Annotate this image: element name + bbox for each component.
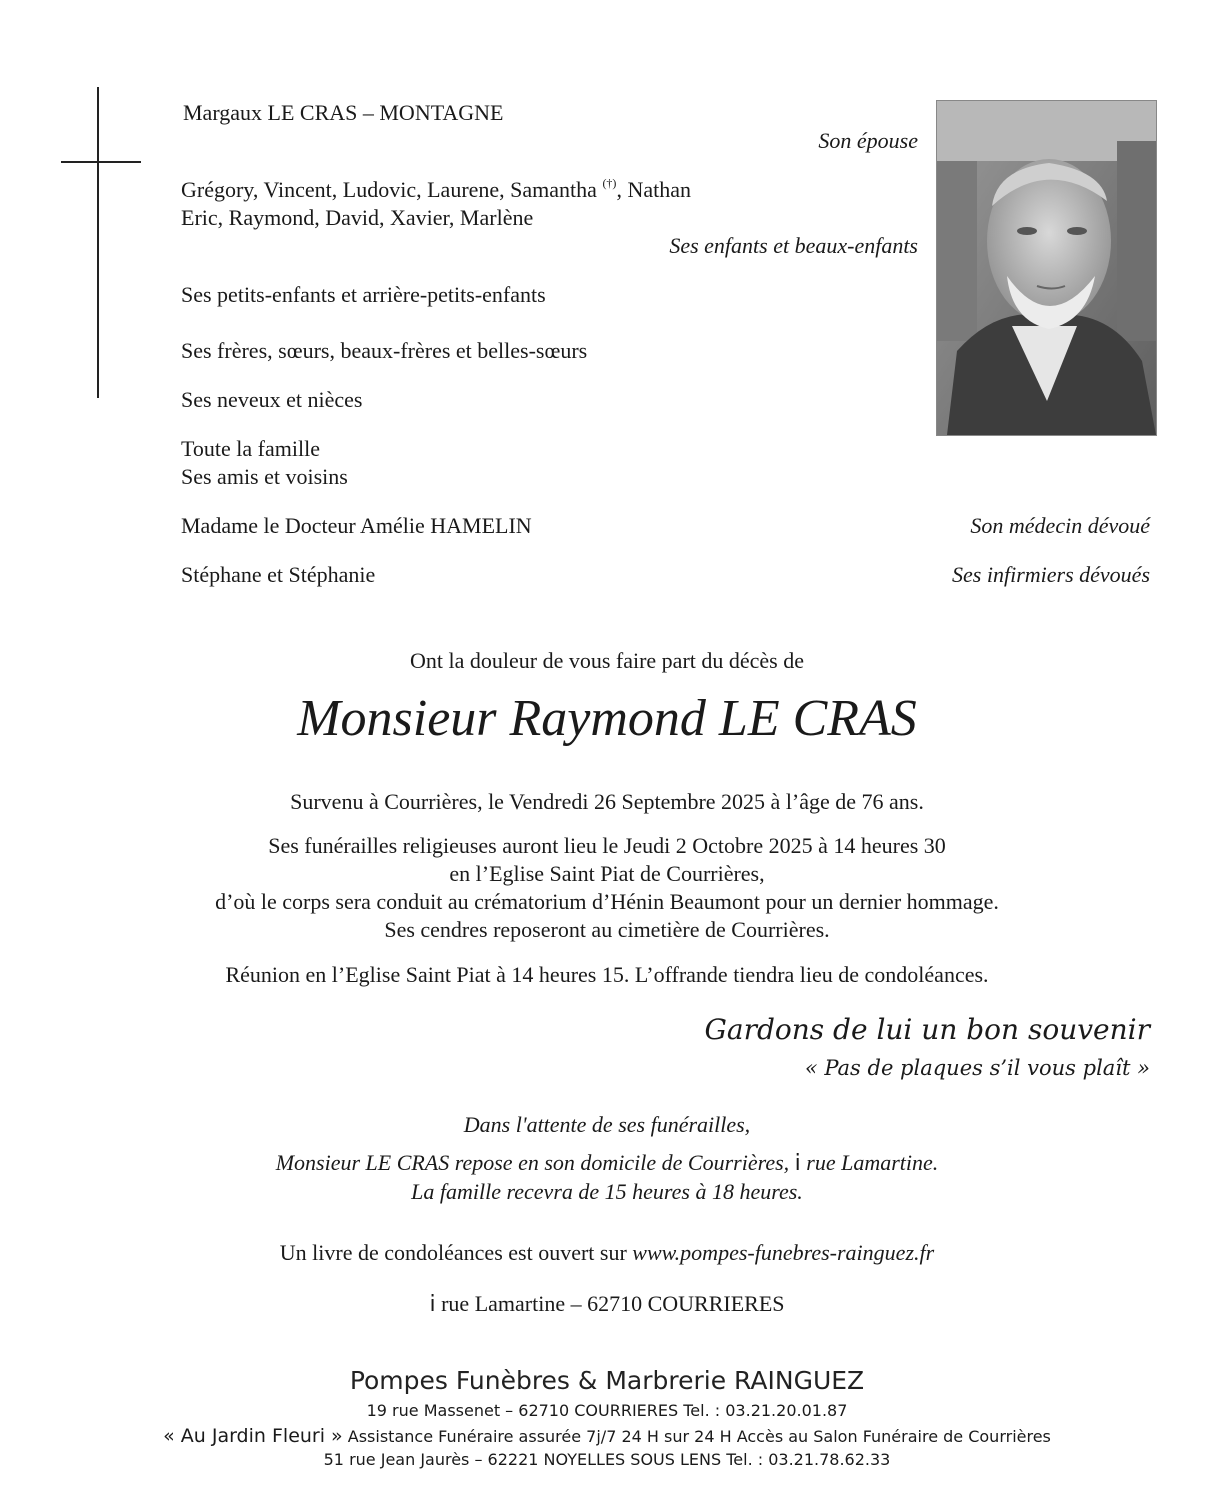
condolences-link[interactable]: www.pompes-funebres-rainguez.fr [632, 1240, 935, 1265]
info-icon: i [794, 1151, 801, 1176]
waiting-line-1: Dans l'attente de ses funérailles, [463, 1112, 751, 1137]
funeral-line-3: d’où le corps sera conduit au crématorium d’Hénin Beaumont pour un dernier hommage. [215, 889, 999, 914]
company-name: Pompes Funèbres & Marbrerie RAINGUEZ [349, 1366, 865, 1395]
nephews: Ses neveux et nièces [181, 387, 363, 412]
funeral-line-4: Ses cendres reposeront au cimetière de Courrières. [384, 917, 830, 942]
friends: Ses amis et voisins [181, 464, 348, 489]
memory-quote: Gardons de lui un bon souvenir [704, 1013, 1150, 1046]
spouse-role: Son épouse [818, 128, 918, 153]
portrait-photo [936, 100, 1157, 436]
funeral-line-1: Ses funérailles religieuses auront lieu le Jeudi 2 Octobre 2025 à 14 heures 30 [268, 833, 946, 858]
info-icon: i [429, 1292, 436, 1317]
doctor-name: Madame le Docteur Amélie HAMELIN [181, 513, 532, 538]
deceased-mark: (†) [602, 176, 617, 190]
doctor-role: Son médecin dévoué [970, 513, 1150, 538]
no-plaques-note: « Pas de plaques s’il vous plaît » [804, 1056, 1150, 1080]
waiting-line-3: La famille recevra de 15 heures à 18 heures. [411, 1179, 803, 1204]
death-line: Survenu à Courrières, le Vendredi 26 Septembre 2025 à l’âge de 76 ans. [290, 789, 924, 814]
jardin-services: Assistance Funéraire assurée 7j/7 24 H sur 24 H Accès au Salon Funéraire de Courrières [342, 1427, 1051, 1446]
deceased-name: Monsieur Raymond LE CRAS [297, 690, 917, 747]
waiting-line-2: Monsieur LE CRAS repose en son domicile de Courrières, i rue Lamartine. [275, 1150, 939, 1176]
company-address: 19 rue Massenet – 62710 COURRIERES Tel. : 03.21.20.01.87 [366, 1401, 848, 1420]
spouse-name: Margaux LE CRAS – MONTAGNE [183, 100, 504, 125]
nurses-role: Ses infirmiers dévoués [952, 562, 1150, 587]
nurses-name: Stéphane et Stéphanie [181, 562, 376, 587]
family-all: Toute la famille [181, 436, 320, 461]
children-line-1: Grégory, Vincent, Ludovic, Laurene, Samantha (†), Nathan [181, 176, 691, 202]
intro-line: Ont la douleur de vous faire part du décès de [409, 648, 805, 673]
jardin-line [0, 1424, 1214, 1448]
jardin-name: « Au Jardin Fleuri » [163, 1425, 343, 1447]
children-role: Ses enfants et beaux-enfants [669, 233, 918, 258]
condolences-line: Un livre de condoléances est ouvert sur www.pompes-funebres-rainguez.fr [279, 1240, 935, 1265]
jardin-address: 51 rue Jean Jaurès – 62221 NOYELLES SOUS LENS Tel. : 03.21.78.62.33 [323, 1450, 891, 1469]
grandchildren: Ses petits-enfants et arrière-petits-enfants [181, 282, 546, 307]
meeting-line: Réunion en l’Eglise Saint Piat à 14 heures 15. L’offrande tiendra lieu de condoléances. [225, 962, 989, 987]
funeral-line-2: en l’Eglise Saint Piat de Courrières, [449, 861, 765, 886]
children-line-2: Eric, Raymond, David, Xavier, Marlène [181, 205, 534, 230]
address-line: i rue Lamartine – 62710 COURRIERES [429, 1291, 785, 1317]
siblings: Ses frères, sœurs, beaux-frères et belles-sœurs [181, 338, 588, 363]
